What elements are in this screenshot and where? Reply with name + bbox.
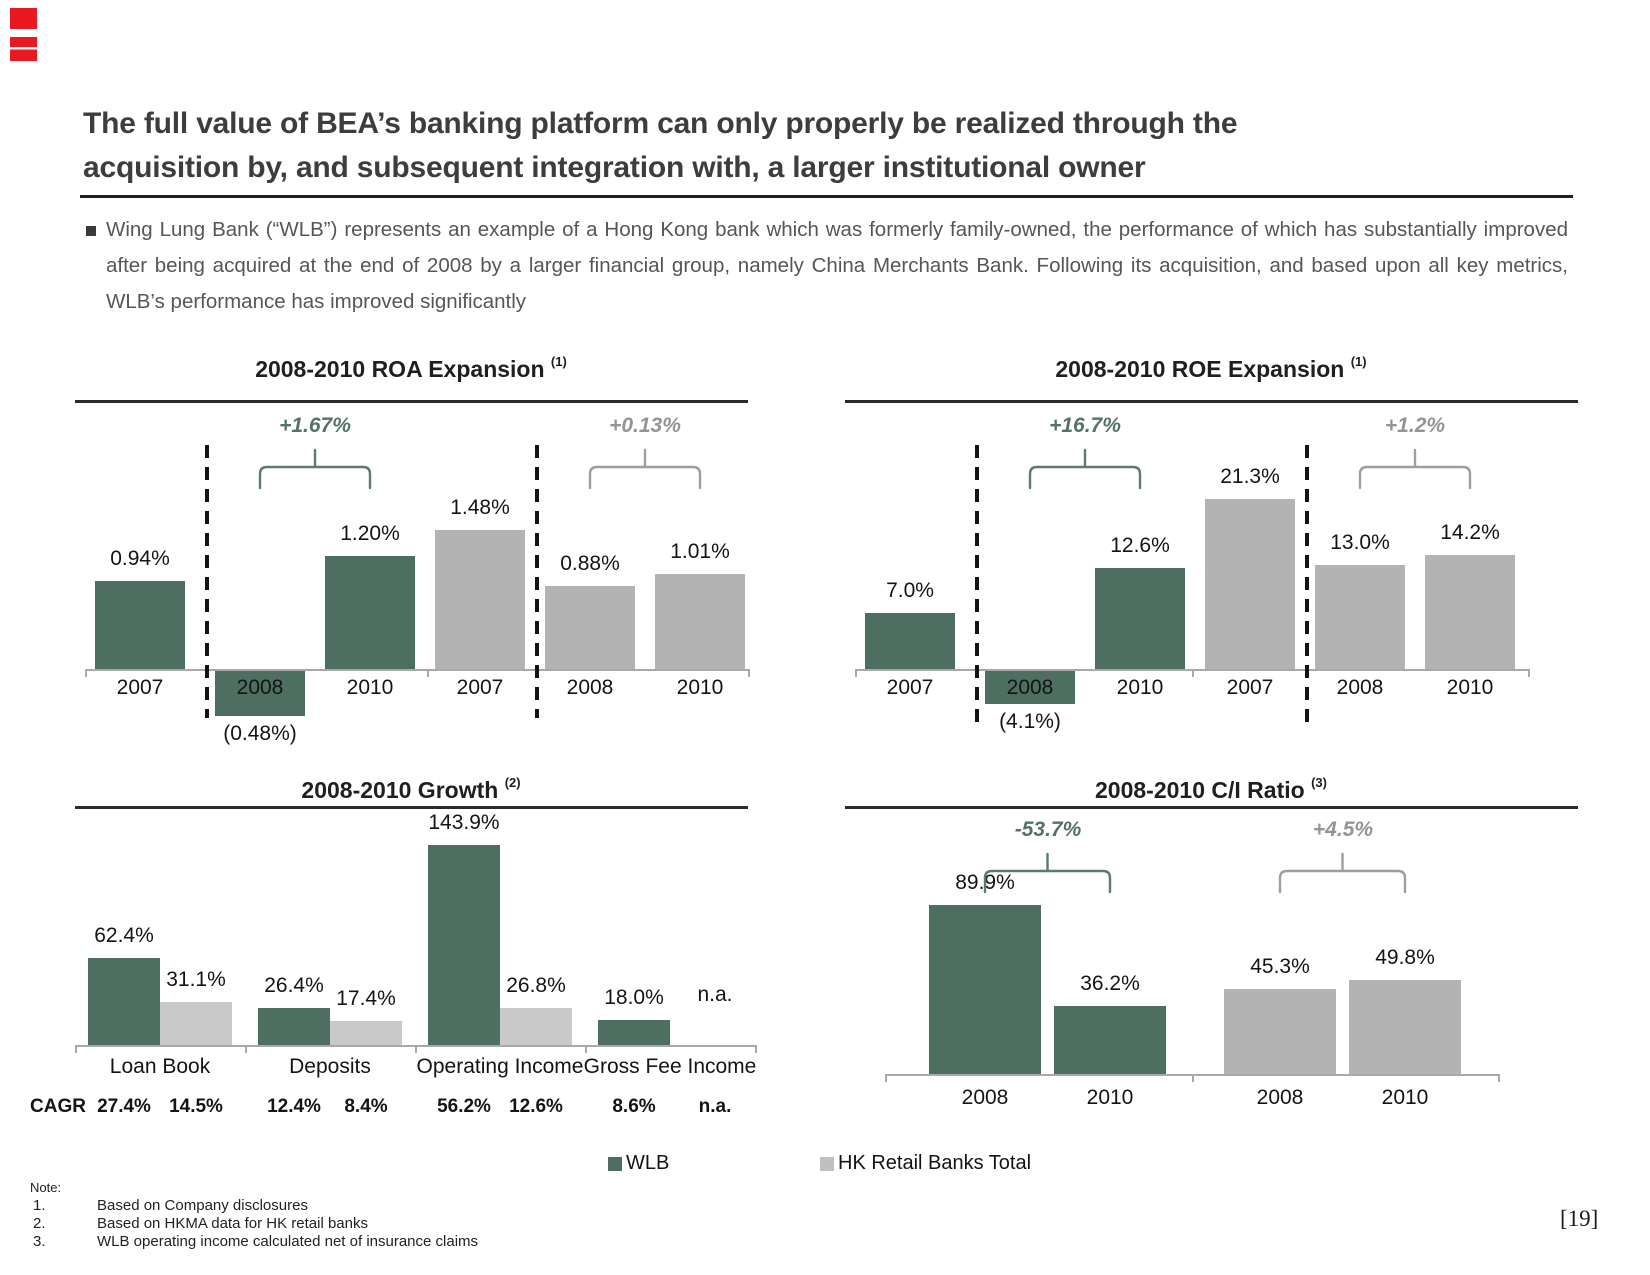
bracket-label: +0.13% <box>609 414 681 437</box>
chart-title-text: 2008-2010 ROA Expansion <box>255 356 551 382</box>
bar-value-label: 31.1% <box>166 968 226 991</box>
bar <box>929 905 1041 1074</box>
category-label: 2008 <box>1336 676 1384 699</box>
category-label: Loan Book <box>109 1055 211 1078</box>
chart-title-text: 2008-2010 Growth <box>301 777 505 803</box>
chart-title <box>861 777 1561 804</box>
cagr-value: 8.4% <box>344 1096 388 1117</box>
chart-footnote-ref: (2) <box>504 775 521 791</box>
bar-value-label: 89.9% <box>955 871 1015 894</box>
bar-value-label: 18.0% <box>604 986 664 1009</box>
bar-value-label: 143.9% <box>428 811 500 834</box>
bar-value-label: 13.0% <box>1330 531 1390 554</box>
bracket-label: +1.2% <box>1384 414 1446 437</box>
note-label: Note: <box>30 1180 62 1195</box>
bar-value-label: 0.88% <box>560 552 620 575</box>
bar-value-label: 17.4% <box>336 987 396 1010</box>
bar-value-label: 0.94% <box>110 547 170 570</box>
chart-title-rule <box>845 806 1578 809</box>
bracket-label: +4.5% <box>1312 818 1374 841</box>
bar-value-label: 1.20% <box>340 522 400 545</box>
bracket-label: +16.7% <box>1049 414 1121 437</box>
chart-title-text: 2008-2010 ROE Expansion <box>1055 356 1351 382</box>
legend-label-hk: HK Retail Banks Total <box>838 1152 1032 1174</box>
axis-tick <box>1192 1074 1194 1082</box>
bar-value-label: 26.8% <box>506 974 566 997</box>
note-number: 2. <box>33 1215 46 1232</box>
category-label: 2008 <box>236 676 284 699</box>
bracket-label: -53.7% <box>1014 818 1082 841</box>
category-label: 2008 <box>566 676 614 699</box>
category-label: 2008 <box>961 1086 1009 1109</box>
category-label: 2010 <box>1116 676 1164 699</box>
axis-tick <box>885 1074 887 1082</box>
cagr-value: 56.2% <box>437 1096 491 1117</box>
category-label: 2010 <box>346 676 394 699</box>
cagr-value: 14.5% <box>169 1096 223 1117</box>
bar-value-label: 14.2% <box>1440 521 1500 544</box>
bar-value-label: 45.3% <box>1250 955 1310 978</box>
category-label: 2007 <box>886 676 934 699</box>
chart-footnote-ref: (1) <box>1350 354 1367 370</box>
bar <box>1349 980 1461 1074</box>
category-label: Operating Income <box>416 1055 584 1078</box>
bar <box>1224 989 1336 1074</box>
bar-value-label: 49.8% <box>1375 946 1435 969</box>
bar-value-label: 21.3% <box>1220 465 1280 488</box>
axis-tick <box>1498 1074 1500 1082</box>
bar-value-label: 7.0% <box>886 579 934 602</box>
cagr-value: n.a. <box>698 1096 732 1117</box>
note-number: 3. <box>33 1233 46 1250</box>
cagr-value: 8.6% <box>612 1096 656 1117</box>
chart-title-text: 2008-2010 C/I Ratio <box>1095 777 1312 803</box>
category-label: 2010 <box>1381 1086 1429 1109</box>
category-label: 2008 <box>1006 676 1054 699</box>
category-label: 2010 <box>1446 676 1494 699</box>
bar-value-label: 12.6% <box>1110 534 1170 557</box>
legend-swatch-wlb <box>608 1157 622 1171</box>
chart-footnote-ref: (1) <box>550 354 567 370</box>
category-label: Deposits <box>289 1055 371 1078</box>
page-number: [19] <box>1560 1206 1599 1231</box>
bar-value-label: (0.48%) <box>223 722 297 745</box>
bar-value-label: n.a. <box>697 983 733 1006</box>
note-text: Based on HKMA data for HK retail banks <box>97 1215 368 1232</box>
note-text: WLB operating income calculated net of insurance claims <box>97 1233 479 1250</box>
bracket <box>1278 852 1407 894</box>
bracket-label: +1.67% <box>279 414 351 437</box>
legend-label-wlb: WLB <box>626 1152 670 1174</box>
cagr-value: 12.6% <box>509 1096 563 1117</box>
bar-value-label: (4.1%) <box>999 710 1061 733</box>
category-label: 2007 <box>456 676 504 699</box>
bar-value-label: 1.48% <box>450 496 510 519</box>
page-title-line2: acquisition by, and subsequent integration with, a larger institutional owner <box>83 151 1146 184</box>
cagr-row-label: CAGR <box>30 1096 86 1117</box>
legend-swatch-hk <box>820 1157 834 1171</box>
note-number: 1. <box>33 1197 46 1214</box>
bar-value-label: 36.2% <box>1080 972 1140 995</box>
chart-footnote-ref: (3) <box>1311 775 1327 791</box>
category-label: 2007 <box>1226 676 1274 699</box>
category-label: 2010 <box>676 676 724 699</box>
bullet-text: Wing Lung Bank (“WLB”) represents an example of a Hong Kong bank which was formerly family-owned, the performance of which has substantially improved after being acquired at the end of 2008 by a larger financial group, namely China Merchants Bank. Following its acquisition, and based upon all key metrics, WLB’s performance has improved significantly <box>106 218 1568 313</box>
bar <box>1054 1006 1166 1074</box>
bar-value-label: 1.01% <box>670 540 730 563</box>
page-title-line1: The full value of BEA’s banking platform can only properly be realized through the <box>83 107 1238 140</box>
cagr-value: 27.4% <box>97 1096 151 1117</box>
category-label: 2008 <box>1256 1086 1304 1109</box>
cagr-value: 12.4% <box>267 1096 321 1117</box>
category-label: 2007 <box>116 676 164 699</box>
category-label: 2010 <box>1086 1086 1134 1109</box>
note-text: Based on Company disclosures <box>97 1197 308 1214</box>
bar-value-label: 62.4% <box>94 924 154 947</box>
category-label: Gross Fee Income <box>583 1055 757 1078</box>
bar-value-label: 26.4% <box>264 974 324 997</box>
bracket <box>983 852 1112 894</box>
